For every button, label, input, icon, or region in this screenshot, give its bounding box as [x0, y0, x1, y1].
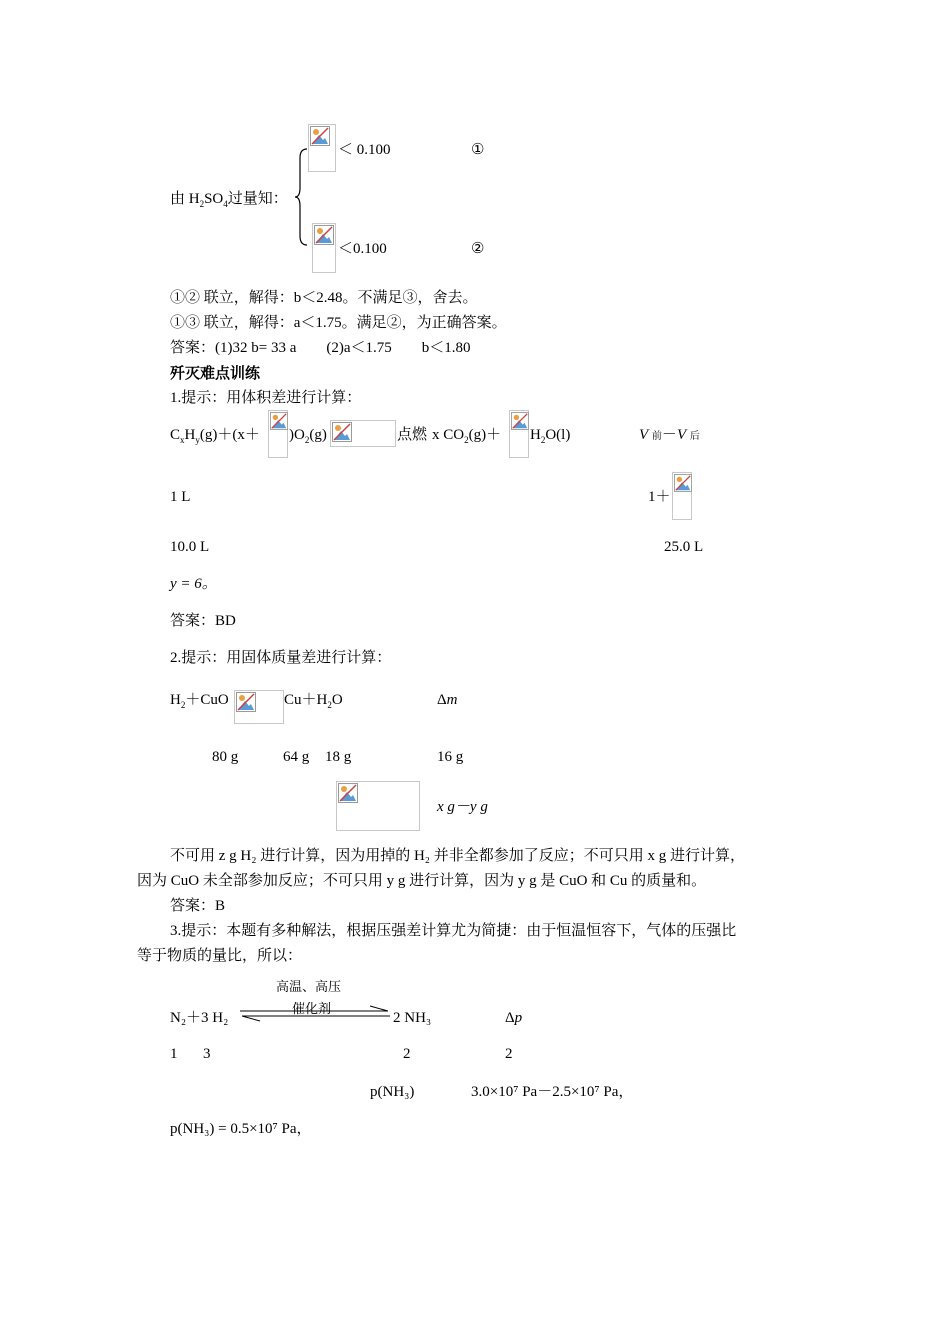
q1-row2-left: 10.0 L [170, 539, 210, 555]
q1-row1-left: 1 L [170, 489, 191, 505]
q2-reactants: $H_2+CuO$ [170, 692, 229, 710]
q2-mass-cuo: 80 g [212, 749, 239, 765]
broken-image-icon [674, 474, 692, 492]
q1-answer: 答案：BD [170, 613, 236, 629]
q1-condition: 点燃 [397, 427, 428, 443]
q2-delta-m: Δm [437, 692, 458, 708]
broken-image-icon [310, 126, 330, 146]
formula-image-7 [234, 690, 284, 724]
solution-answer: 答案：(1)32 b= 33 a (2)a＜1.75 b＜1.80 [170, 340, 471, 356]
formula-image-2 [312, 223, 336, 273]
q3-condition-bottom: 催化剂 [292, 1001, 332, 1016]
inequality-1-number: ① [471, 142, 485, 158]
q3-coef-dp: 2 [505, 1046, 513, 1062]
q2-products: $Cu+H_2O$ [284, 692, 343, 710]
q3-hint-1: 3.提示：本题有多种解法，根据压强差计算尤为简捷：由于恒温恒容下，气体的压强比 [170, 923, 737, 939]
q3-p-label: p(NH₃) [370, 1084, 415, 1100]
broken-image-icon [236, 692, 256, 712]
q3-reactants: N₂＋3 H₂ [170, 1010, 229, 1026]
formula-image-5 [509, 410, 529, 458]
inequality-1: ＜ 0.100 [338, 142, 391, 158]
q3-delta-p: Δp [505, 1010, 523, 1026]
q3-coef-h2: 3 [203, 1046, 211, 1062]
formula-image-3 [268, 410, 288, 458]
broken-image-icon [511, 412, 529, 430]
inequality-2-number: ② [471, 241, 485, 257]
broken-image-icon [270, 412, 288, 430]
q1-row2-right: 25.0 L [664, 539, 704, 555]
broken-image-icon [332, 422, 352, 442]
q3-product: 2 NH₃ [393, 1010, 432, 1026]
q1-reactant-cxhy: $C_xH_y(g)+(x+$ [170, 427, 260, 445]
q2-mass-h2o: 18 g [325, 749, 352, 765]
q1-co2: x $CO_2(g)+$ [432, 427, 502, 445]
q3-p-result: p(NH₃) = 0.5×10⁷ Pa， [170, 1121, 312, 1137]
q3-condition-top: 高温、高压 [276, 979, 342, 994]
solution-line-2: ①③ 联立，解得：a＜1.75。满足②，为正确答案。 [170, 315, 507, 331]
q2-explanation-2: 因为 CuO 未全部参加反应；不可只用 y g 进行计算，因为 y g 是 CuO 和 Cu 的质量和。 [137, 873, 707, 889]
q2-mass-diff: 16 g [437, 749, 464, 765]
q2-hint: 2.提示：用固体质量差进行计算： [170, 650, 392, 666]
q2-mass-cu: 64 g [283, 749, 310, 765]
q3-hint-2: 等于物质的量比，所以： [137, 948, 303, 964]
q3-p-calc: 3.0×10⁷ Pa－2.5×10⁷ Pa， [471, 1084, 634, 1100]
left-brace-icon [294, 148, 308, 246]
q2-explanation-1: 不可用 z g H₂ 进行计算，因为用掉的 H₂ 并非全都参加了反应；不可只用 x g 进行计算， [170, 848, 746, 864]
q1-h2o: $H_2O(l)$ [530, 427, 571, 445]
q3-coef-nh3: 2 [403, 1046, 411, 1062]
solution-line-1: ①② 联立，解得：b＜2.48。不满足③，舍去。 [170, 290, 478, 306]
formula-image-4 [330, 420, 396, 447]
q3-coef-n2: 1 [170, 1046, 178, 1062]
h2so4-label: 由 $H_2SO_4$过量知： [170, 191, 288, 209]
formula-image-6 [672, 472, 692, 520]
q1-volume-diff: V 前－V 后 [639, 427, 700, 443]
formula-image-8 [336, 781, 420, 831]
q1-o2: )$O_2(g)$ [289, 427, 327, 445]
section-title: 歼灭难点训练 [170, 364, 261, 382]
formula-image-1 [308, 124, 336, 172]
q2-xy-diff: x g－y g [437, 799, 488, 815]
broken-image-icon [314, 225, 334, 245]
q1-hint: 1.提示：用体积差进行计算： [170, 390, 362, 406]
broken-image-icon [338, 783, 358, 803]
q1-row1-right: 1＋ [648, 489, 671, 505]
q1-result: y = 6。 [170, 576, 217, 592]
inequality-2: ＜0.100 [338, 241, 387, 257]
q2-answer: 答案：B [170, 898, 226, 914]
